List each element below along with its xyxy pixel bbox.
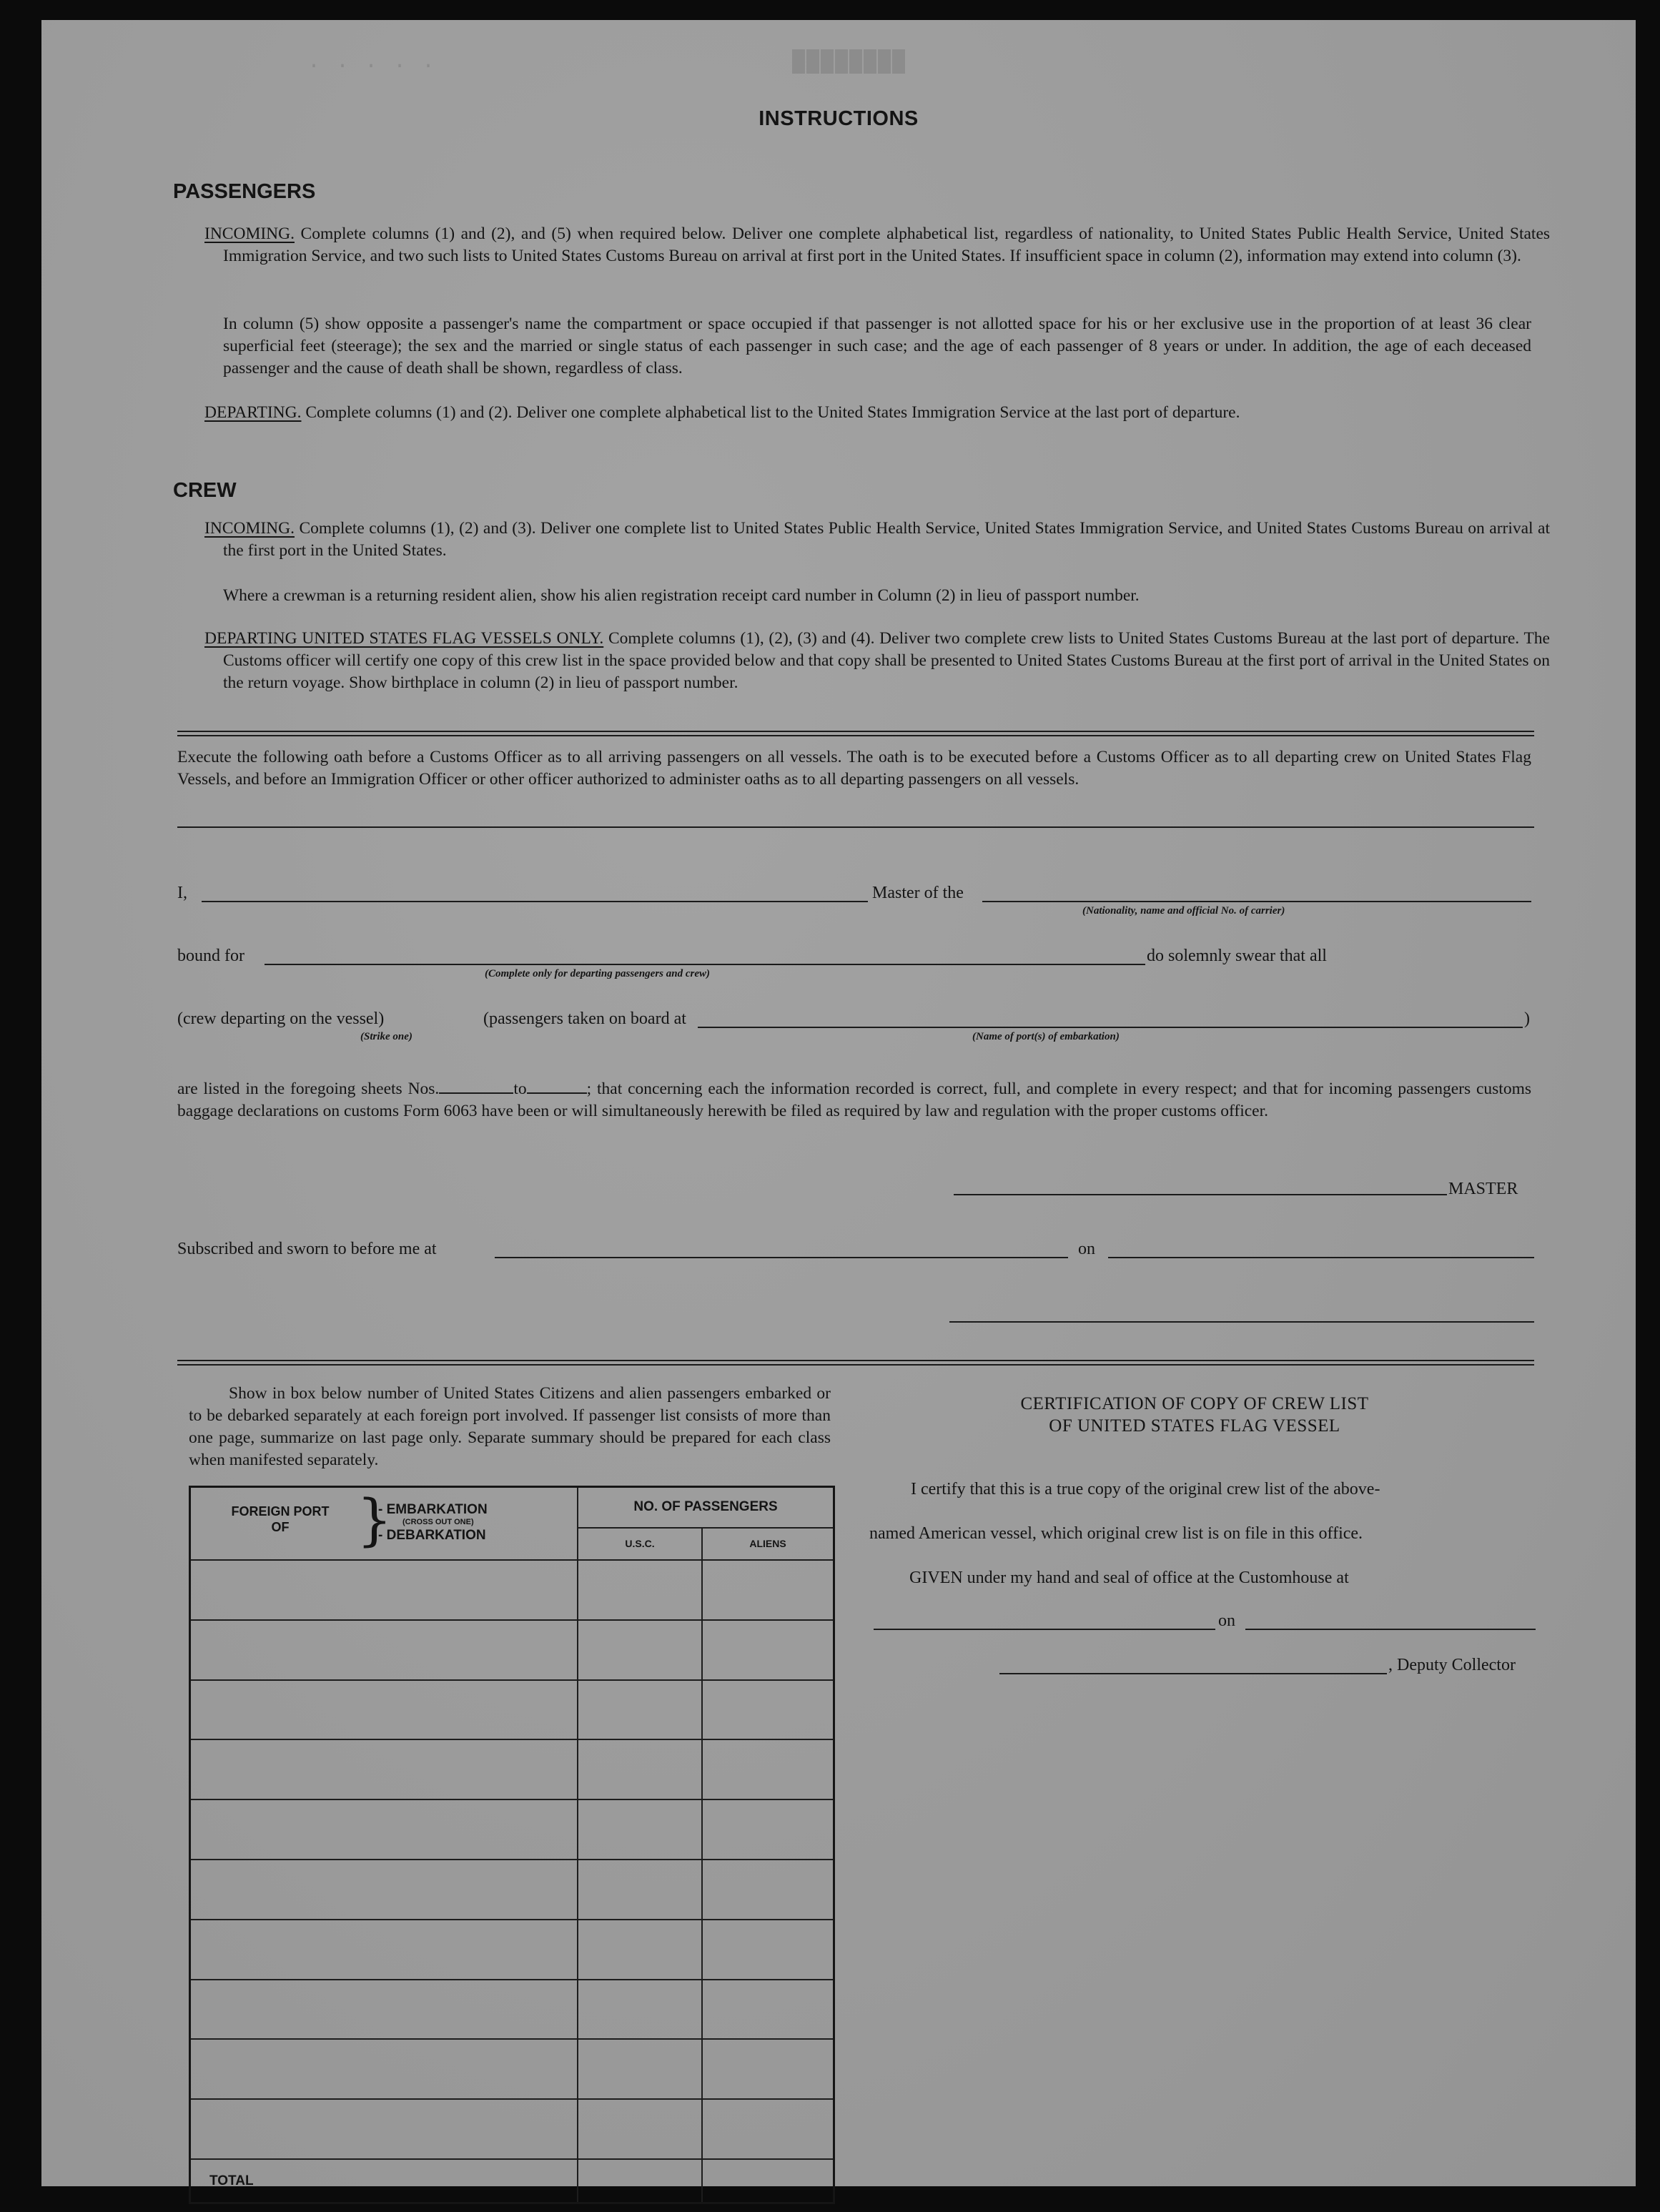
swear-label: do solemnly swear that all (1147, 947, 1327, 965)
passengers-departing-paragraph (204, 402, 1550, 424)
bleed-through-text: . . . . . (306, 50, 435, 74)
port-cell[interactable] (190, 1560, 578, 1620)
sworn-date-field[interactable] (1108, 1257, 1534, 1258)
deputy-collector-signature-field[interactable] (999, 1673, 1387, 1674)
certification-on-label: on (1218, 1611, 1235, 1630)
port-cell[interactable] (190, 1739, 578, 1799)
sworn-place-field[interactable] (495, 1257, 1068, 1258)
bleed-through-text: ████████ (792, 50, 907, 74)
aliens-cell[interactable] (702, 1799, 834, 1860)
port-cell[interactable] (190, 1920, 578, 1980)
foreign-port-header (190, 1487, 578, 1561)
customhouse-field[interactable] (874, 1629, 1215, 1630)
usc-cell[interactable] (578, 2099, 702, 2159)
summary-row (190, 1799, 834, 1860)
summary-row (190, 1980, 834, 2040)
aliens-cell[interactable] (702, 1920, 834, 1980)
port-cell[interactable] (190, 1680, 578, 1740)
officer-signature-field[interactable] (949, 1321, 1534, 1323)
aliens-cell[interactable] (702, 1680, 834, 1740)
crew-incoming-label: INCOMING. (204, 519, 295, 538)
cross-out-hint: (CROSS OUT ONE) (402, 1518, 474, 1526)
bound-for-label: bound for (177, 947, 244, 965)
usc-cell[interactable] (578, 1739, 702, 1799)
sheets-paragraph (177, 1078, 1531, 1122)
bound-for-field[interactable] (265, 964, 1145, 965)
passenger-summary-table (189, 1486, 835, 2204)
total-aliens-cell[interactable] (702, 2159, 834, 2203)
summary-divider (177, 1360, 1534, 1366)
port-cell[interactable] (190, 1980, 578, 2040)
close-paren: ) (1524, 1009, 1530, 1028)
port-cell[interactable] (190, 1799, 578, 1860)
master-label: MASTER (1448, 1180, 1518, 1198)
master-name-field[interactable] (202, 901, 868, 902)
certification-heading (864, 1393, 1526, 1437)
summary-row (190, 1920, 834, 1980)
total-label-cell (190, 2159, 578, 2203)
aliens-header: ALIENS (702, 1528, 834, 1560)
summary-row (190, 1860, 834, 1920)
crew-alien-paragraph: Where a crewman is a returning resident alien, show his alien registration receipt card number in Column (2) in lieu of passport number. (223, 586, 1140, 605)
usc-cell[interactable] (578, 1560, 702, 1620)
aliens-cell[interactable] (702, 1739, 834, 1799)
certification-heading-line2: OF UNITED STATES FLAG VESSEL (1049, 1416, 1340, 1436)
passengers-taken-option: (passengers taken on board at (483, 1009, 686, 1028)
carrier-hint: (Nationality, name and official No. of carrier) (1082, 905, 1285, 917)
certification-heading-line1: CERTIFICATION OF COPY OF CREW LIST (1020, 1394, 1369, 1413)
aliens-cell[interactable] (702, 1620, 834, 1680)
passengers-heading: PASSENGERS (173, 180, 316, 203)
certification-text-2: named American vessel, which original crew list is on file in this office. (869, 1524, 1363, 1543)
passengers-departing-label: DEPARTING. (204, 403, 302, 422)
oath-intro: Execute the following oath before a Customs Officer as to all arriving passengers on all vessels. The oath is to be executed before a Customs Officer as to all departing crew on United States Flag Vessels, and before an Immigration Officer or other officer authorized to administer oaths as to all departing passengers on all vessels. (177, 748, 1531, 789)
brace-glyph: } (357, 1488, 392, 1553)
crew-departing-paragraph (204, 628, 1550, 694)
usc-cell[interactable] (578, 2039, 702, 2099)
summary-row (190, 1739, 834, 1799)
certification-text-1: I certify that this is a true copy of the original crew list of the above- (911, 1480, 1380, 1498)
port-cell[interactable] (190, 2039, 578, 2099)
usc-cell[interactable] (578, 1980, 702, 2040)
usc-cell[interactable] (578, 1620, 702, 1680)
total-label: TOTAL (209, 2173, 254, 2188)
crew-departing-option: (crew departing on the vessel) (177, 1009, 385, 1028)
passengers-column5-paragraph: In column (5) show opposite a passenger's name the compartment or space occupied if that passenger is not allotted space for his or her exclusive use in the proportion of at least 36 clear superficial feet (steerage); the sex and the married or single status of each passenger in such case; and the age of each passenger of 8 years or under. In addition, the age of each deceased passenger and the cause of death shall be shown, regardless of class. (223, 315, 1531, 377)
passengers-incoming-text: Complete columns (1) and (2), and (5) when required below. Deliver one complete alphabetical list, regardless of nationality, to United States Public Health Service, United States Immigration Service, and two such lists to United States Customs Bureau on arrival at first port in the United States. If insufficient space in column (2), information may extend into column (3). (223, 224, 1551, 265)
summary-instructions: Show in box below number of United States Citizens and alien passengers embarked or to be debarked separately at each foreign port involved. If passenger list consists of more than one page, summarize on last page only. Separate summary should be prepared for each class when manifested separately. (189, 1384, 831, 1469)
debarkation-label: - DEBARKATION (378, 1528, 486, 1543)
document-sheet (41, 20, 1636, 2186)
crew-incoming-text: Complete columns (1), (2) and (3). Deliver one complete list to United States Public Health Service, United States Immigration Service, and United States Customs Bureau on arrival at the first port in the United States. (223, 519, 1550, 560)
crew-departing-label: DEPARTING UNITED STATES FLAG VESSELS ONLY. (204, 629, 604, 648)
summary-row (190, 2099, 834, 2159)
usc-cell[interactable] (578, 1799, 702, 1860)
sheets-to: to (513, 1080, 527, 1098)
port-cell[interactable] (190, 1620, 578, 1680)
total-usc-cell[interactable] (578, 2159, 702, 2203)
aliens-cell[interactable] (702, 2039, 834, 2099)
port-hint: (Name of port(s) of embarkation) (972, 1031, 1120, 1042)
master-signature-field[interactable] (954, 1194, 1447, 1195)
summary-row (190, 2039, 834, 2099)
page-title: INSTRUCTIONS (759, 107, 919, 130)
crew-heading: CREW (173, 479, 237, 502)
oath-divider (177, 826, 1534, 828)
bound-for-hint: (Complete only for departing passengers and crew) (485, 968, 710, 979)
no-of-passengers-header: NO. OF PASSENGERS (578, 1487, 834, 1528)
port-cell[interactable] (190, 2099, 578, 2159)
summary-row (190, 1620, 834, 1680)
certification-text-3: GIVEN under my hand and seal of office at the Customhouse at (909, 1569, 1349, 1587)
sheet-from-field[interactable] (439, 1078, 513, 1094)
usc-cell[interactable] (578, 1860, 702, 1920)
foreign-port-of: FOREIGN PORT OF (231, 1504, 330, 1534)
carrier-field[interactable] (982, 901, 1531, 902)
passengers-incoming-label: INCOMING. (204, 224, 295, 243)
summary-row (190, 1560, 834, 1620)
embarkation-label: - EMBARKATION (378, 1502, 488, 1517)
usc-header: U.S.C. (578, 1528, 702, 1560)
usc-cell[interactable] (578, 1920, 702, 1980)
passengers-departing-text: Complete columns (1) and (2). Deliver one complete alphabetical list to the United States Immigration Service at the last port of departure. (305, 403, 1240, 422)
aliens-cell[interactable] (702, 1860, 834, 1920)
sheets-post: ; that concerning each the information recorded is correct, full, and complete in every respect; and that for incoming passengers customs baggage declarations on customs Form 6063 have been or will simultaneously herewith be filed as required by law and regulation with the proper customs officer. (177, 1080, 1531, 1120)
sheet-to-field[interactable] (527, 1078, 587, 1094)
crew-departing-text: Complete columns (1), (2), (3) and (4). Deliver two complete crew lists to United States Customs Bureau at the last port of departure. The Customs officer will certify one copy of this crew list in the space provided below and that copy shall be presented to United States Customs Bureau at the first port of arrival in the United States on the return voyage. Show birthplace in column (2) in lieu of passport number. (223, 629, 1550, 692)
oath-i-label: I, (177, 884, 187, 902)
strike-hint: (Strike one) (360, 1031, 412, 1042)
sheets-pre: are listed in the foregoing sheets Nos. (177, 1080, 440, 1098)
aliens-cell[interactable] (702, 1980, 834, 2040)
usc-cell[interactable] (578, 1680, 702, 1740)
subscribed-label: Subscribed and sworn to before me at (177, 1240, 437, 1258)
sworn-on-label: on (1078, 1240, 1095, 1258)
deputy-collector-label: , Deputy Collector (1388, 1656, 1516, 1674)
embarkation-port-field[interactable] (698, 1027, 1523, 1028)
port-cell[interactable] (190, 1860, 578, 1920)
certification-date-field[interactable] (1245, 1629, 1536, 1630)
aliens-cell[interactable] (702, 1560, 834, 1620)
master-of-label: Master of the (872, 884, 964, 902)
passengers-incoming-paragraph (204, 223, 1550, 267)
summary-row (190, 1680, 834, 1740)
aliens-cell[interactable] (702, 2099, 834, 2159)
crew-incoming-paragraph (204, 518, 1550, 562)
section-divider (177, 731, 1534, 736)
